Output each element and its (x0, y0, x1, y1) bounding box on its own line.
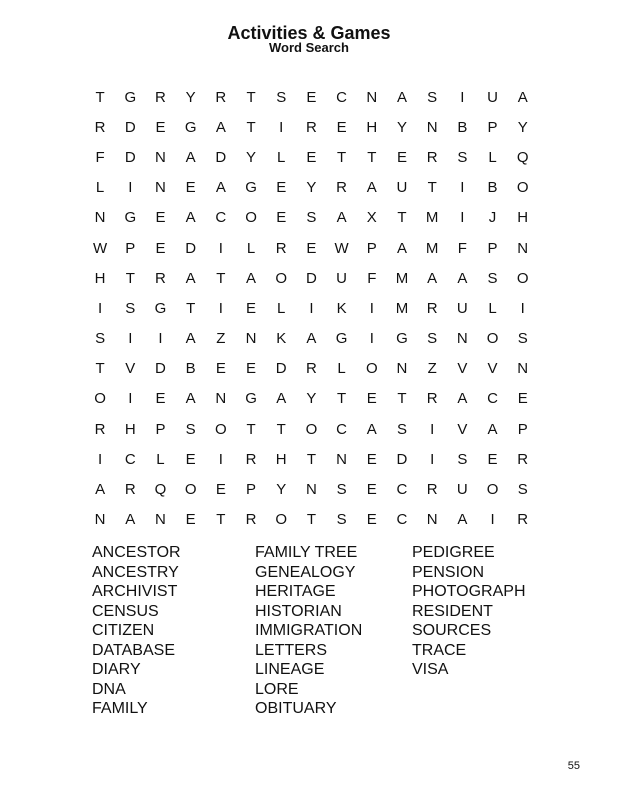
grid-letter: R (94, 420, 106, 438)
grid-letter: O (305, 420, 318, 438)
grid-letter: A (457, 390, 468, 408)
grid-letter: T (306, 450, 316, 468)
grid-letter: Y (246, 148, 257, 166)
word-list-item: FAMILY TREE (255, 544, 358, 561)
grid-letter: D (275, 360, 287, 378)
grid-letter: H (517, 209, 529, 227)
word-list-item: RESIDENT (412, 602, 493, 620)
grid-letter: O (516, 269, 529, 287)
grid-letter: E (155, 390, 166, 408)
grid-letter: T (427, 179, 437, 197)
word-list-item: DATABASE (92, 641, 175, 659)
grid-letter: I (460, 88, 465, 106)
grid-letter: I (158, 330, 163, 348)
grid-letter: L (95, 179, 105, 197)
grid-letter: N (155, 179, 166, 197)
grid-letter: A (125, 511, 136, 529)
grid-letter: B (457, 118, 468, 136)
grid-letter: F (457, 239, 467, 257)
grid-letter: T (367, 148, 377, 166)
grid-letter: I (218, 239, 223, 257)
grid-letter: W (334, 239, 349, 257)
grid-letter: L (337, 360, 346, 378)
grid-letter: P (246, 481, 257, 499)
grid-letter: E (215, 481, 226, 499)
grid-letter: E (396, 148, 407, 166)
grid-letter: S (276, 88, 287, 106)
word-list-item: OBITUARY (255, 700, 337, 717)
grid-letter: C (396, 481, 408, 499)
grid-letter: S (185, 420, 196, 438)
grid-letter: I (279, 118, 284, 136)
grid-letter: I (430, 420, 435, 438)
grid-letter: R (336, 179, 348, 197)
grid-letter: K (276, 330, 287, 348)
grid-letter: Y (185, 88, 196, 106)
grid-letter: R (305, 360, 317, 378)
grid-letter: H (366, 118, 378, 136)
grid-letter: F (367, 269, 377, 287)
grid-letter: N (94, 511, 106, 529)
grid-letter: R (124, 481, 136, 499)
grid-letter: C (396, 511, 408, 529)
grid-letter: O (516, 179, 529, 197)
grid-letter: A (396, 239, 407, 257)
grid-letter: T (306, 511, 316, 529)
grid-letter: L (246, 239, 256, 257)
grid-letter: R (517, 450, 529, 468)
grid-letter: L (488, 148, 497, 166)
grid-letter: S (457, 450, 468, 468)
grid-letter: S (95, 330, 106, 348)
grid-letter: E (246, 299, 257, 317)
grid-letter: N (336, 450, 348, 468)
grid-letter: O (215, 420, 227, 438)
grid-letter: N (245, 330, 257, 348)
grid-letter: R (305, 118, 317, 136)
word-list-item: CITIZEN (92, 622, 155, 639)
grid-letter: S (517, 481, 528, 499)
grid-letter: T (95, 360, 105, 378)
grid-letter: G (335, 330, 348, 348)
grid-letter: A (185, 390, 196, 408)
word-list-item: DIARY (92, 661, 141, 678)
grid-letter: N (426, 118, 438, 136)
grid-letter: L (277, 148, 286, 166)
grid-letter: N (426, 511, 438, 529)
grid-letter: S (457, 148, 468, 166)
grid-letter: D (396, 450, 408, 468)
grid-letter: Y (306, 179, 317, 197)
word-list-item: HERITAGE (255, 583, 336, 600)
grid-letter: T (246, 88, 256, 106)
grid-letter: O (245, 209, 257, 227)
grid-letter: I (128, 179, 133, 197)
grid-letter: N (517, 239, 529, 257)
grid-letter: N (305, 481, 317, 499)
grid-letter: I (490, 511, 495, 529)
grid-letter: V (487, 360, 498, 378)
grid-letter: R (426, 148, 438, 166)
grid-letter: R (426, 481, 438, 499)
grid-letter: G (245, 390, 257, 408)
grid-letter: T (337, 148, 347, 166)
grid-letter: E (336, 118, 347, 136)
word-list-column-3 (412, 543, 526, 680)
grid-letter: L (277, 299, 286, 317)
word-list-item: PENSION (412, 563, 485, 581)
grid-letter: D (185, 239, 197, 257)
grid-letter: P (125, 239, 136, 257)
grid-letter: T (397, 390, 407, 408)
grid-letter: G (245, 179, 257, 197)
grid-letter: P (487, 239, 498, 257)
grid-letter: R (94, 118, 106, 136)
word-list-item: LORE (255, 680, 299, 698)
grid-letter: M (395, 299, 409, 317)
grid-letter: E (487, 450, 498, 468)
word-list-item: ANCESTRY (92, 563, 179, 581)
word-list-item: CENSUS (92, 602, 159, 620)
grid-letter: D (215, 148, 227, 166)
grid-letter: O (486, 330, 499, 348)
word-list-item: SOURCES (412, 622, 492, 639)
grid-letter: A (185, 269, 196, 287)
grid-letter: C (124, 450, 136, 468)
word-search-grid (85, 82, 539, 535)
word-list-item: LINEAGE (255, 661, 325, 678)
grid-letter: N (396, 360, 408, 378)
grid-letter: V (457, 420, 468, 438)
grid-letter: O (184, 481, 197, 499)
grid-letter: Q (516, 148, 529, 166)
grid-letter: E (276, 209, 287, 227)
grid-letter: A (185, 148, 196, 166)
grid-letter: Y (396, 118, 407, 136)
grid-letter: O (275, 269, 288, 287)
grid-letter: E (185, 511, 196, 529)
grid-letter: O (275, 511, 288, 529)
grid-letter: N (155, 511, 166, 529)
grid-letter: N (155, 148, 166, 166)
word-list-item: ANCESTOR (92, 544, 181, 561)
grid-letter: E (185, 179, 196, 197)
grid-letter: D (124, 118, 136, 136)
grid-letter: E (155, 118, 166, 136)
grid-letter: U (456, 299, 468, 317)
grid-letter: Z (427, 360, 437, 378)
grid-letter: Q (154, 481, 167, 499)
grid-letter: I (460, 209, 465, 227)
grid-letter: O (486, 481, 499, 499)
grid-letter: I (430, 450, 435, 468)
grid-letter: I (309, 299, 314, 317)
grid-letter: R (426, 299, 438, 317)
grid-letter: E (276, 179, 287, 197)
grid-letter: T (216, 511, 226, 529)
grid-letter: G (124, 88, 137, 106)
grid-letter: S (125, 299, 136, 317)
grid-letter: E (517, 390, 528, 408)
grid-letter: M (395, 269, 409, 287)
grid-letter: J (488, 209, 497, 227)
grid-letter: A (517, 88, 528, 106)
grid-letter: E (306, 239, 317, 257)
grid-letter: H (275, 450, 287, 468)
grid-letter: Z (216, 330, 226, 348)
grid-letter: S (487, 269, 498, 287)
grid-letter: T (276, 420, 286, 438)
grid-letter: E (366, 450, 377, 468)
page-title: Activities & Games (227, 23, 391, 43)
grid-letter: E (155, 239, 166, 257)
grid-letter: R (155, 269, 166, 287)
grid-letter: E (306, 148, 317, 166)
grid-letter: G (154, 299, 167, 317)
grid-letter: A (487, 420, 498, 438)
grid-letter: R (215, 88, 227, 106)
grid-letter: R (155, 88, 166, 106)
word-list-item: PEDIGREE (412, 544, 495, 561)
grid-letter: S (336, 511, 347, 529)
grid-letter: D (305, 269, 317, 287)
grid-letter: E (366, 511, 377, 529)
grid-letter: I (128, 330, 133, 348)
word-list-column-1 (92, 543, 181, 719)
grid-letter: O (94, 390, 106, 408)
grid-letter: I (460, 179, 465, 197)
grid-letter: T (246, 118, 256, 136)
word-list-item: GENEALOGY (255, 563, 356, 581)
grid-letter: A (427, 269, 438, 287)
grid-letter: R (426, 390, 438, 408)
grid-letter: I (128, 390, 133, 408)
word-list-item: FAMILY (92, 700, 148, 717)
grid-letter: M (425, 209, 439, 227)
grid-letter: D (155, 360, 166, 378)
grid-letter: U (456, 481, 468, 499)
grid-letter: P (517, 420, 528, 438)
grid-letter: E (306, 88, 317, 106)
page-number: 55 (567, 760, 580, 772)
grid-letter: T (186, 299, 196, 317)
word-list-item: IMMIGRATION (255, 622, 363, 639)
grid-letter: A (95, 481, 106, 499)
grid-letter: U (336, 269, 348, 287)
grid-letter: T (337, 390, 347, 408)
grid-letter: N (366, 88, 378, 106)
grid-letter: E (366, 481, 377, 499)
grid-letter: T (216, 269, 226, 287)
grid-letter: S (517, 330, 528, 348)
grid-letter: Y (306, 390, 317, 408)
grid-letter: I (218, 450, 223, 468)
grid-letter: G (396, 330, 408, 348)
grid-letter: I (218, 299, 223, 317)
word-list-item: LETTERS (255, 641, 328, 659)
word-list (0, 543, 618, 733)
grid-letter: C (215, 209, 227, 227)
grid-letter: R (245, 511, 257, 529)
word-list-item: ARCHIVIST (92, 583, 178, 600)
grid-letter: P (155, 420, 166, 438)
grid-letter: U (487, 88, 498, 106)
grid-letter: A (396, 88, 407, 106)
grid-letter: R (517, 511, 529, 529)
grid-letter: A (336, 209, 347, 227)
grid-letter: I (98, 450, 103, 468)
grid-letter: I (369, 330, 374, 348)
grid-letter: L (488, 299, 497, 317)
grid-letter: V (125, 360, 136, 378)
grid-letter: S (306, 209, 317, 227)
grid-letter: R (275, 239, 287, 257)
grid-letter: W (93, 239, 108, 257)
grid-letter: F (95, 148, 105, 166)
grid-letter: A (276, 390, 287, 408)
grid-letter: S (396, 420, 407, 438)
grid-letter: E (155, 209, 166, 227)
grid-letter: B (487, 179, 498, 197)
grid-letter: A (306, 330, 317, 348)
grid-letter: U (396, 179, 408, 197)
grid-letter: C (487, 390, 498, 408)
grid-letter: A (185, 330, 196, 348)
grid-letter: A (457, 269, 468, 287)
grid-letter: A (215, 179, 226, 197)
grid-letter: A (366, 179, 377, 197)
word-list-item: VISA (412, 661, 449, 678)
grid-letter: G (184, 118, 197, 136)
grid-letter: H (124, 420, 136, 438)
page-subtitle: Word Search (269, 40, 349, 55)
grid-letter: Y (276, 481, 287, 499)
grid-letter: I (369, 299, 374, 317)
grid-letter: M (425, 239, 439, 257)
grid-letter: S (427, 88, 438, 106)
grid-letter: E (246, 360, 257, 378)
grid-letter: L (156, 450, 165, 468)
grid-letter: V (457, 360, 468, 378)
grid-letter: T (397, 209, 407, 227)
grid-letter: E (215, 360, 226, 378)
grid-letter: K (336, 299, 347, 317)
grid-letter: R (245, 450, 257, 468)
grid-letter: S (336, 481, 347, 499)
grid-letter: D (124, 148, 136, 166)
grid-letter: N (94, 209, 106, 227)
grid-letter: S (427, 330, 438, 348)
grid-letter: H (94, 269, 106, 287)
word-list-item: HISTORIAN (255, 602, 342, 620)
grid-letter: T (95, 88, 105, 106)
grid-letter: B (185, 360, 196, 378)
word-list-item: PHOTOGRAPH (412, 583, 526, 600)
grid-letter: X (366, 209, 377, 227)
grid-letter: I (98, 299, 103, 317)
grid-letter: I (520, 299, 525, 317)
grid-letter: A (457, 511, 468, 529)
word-list-item: DNA (92, 680, 126, 698)
grid-letter: A (366, 420, 377, 438)
word-list-item: TRACE (412, 641, 467, 659)
grid-letter: G (124, 209, 137, 227)
grid-letter: A (215, 118, 226, 136)
grid-letter: N (517, 360, 529, 378)
grid-letter: T (246, 420, 256, 438)
grid-letter: N (456, 330, 468, 348)
grid-letter: Y (517, 118, 528, 136)
grid-letter: E (366, 390, 377, 408)
grid-letter: C (336, 420, 348, 438)
grid-letter: N (215, 390, 227, 408)
grid-letter: C (336, 88, 348, 106)
grid-letter: O (365, 360, 378, 378)
grid-letter: E (185, 450, 196, 468)
word-list-column-2 (255, 543, 362, 719)
grid-letter: T (125, 269, 135, 287)
grid-letter: A (246, 269, 257, 287)
grid-letter: P (487, 118, 498, 136)
grid-letter: A (185, 209, 196, 227)
grid-letter: P (366, 239, 377, 257)
